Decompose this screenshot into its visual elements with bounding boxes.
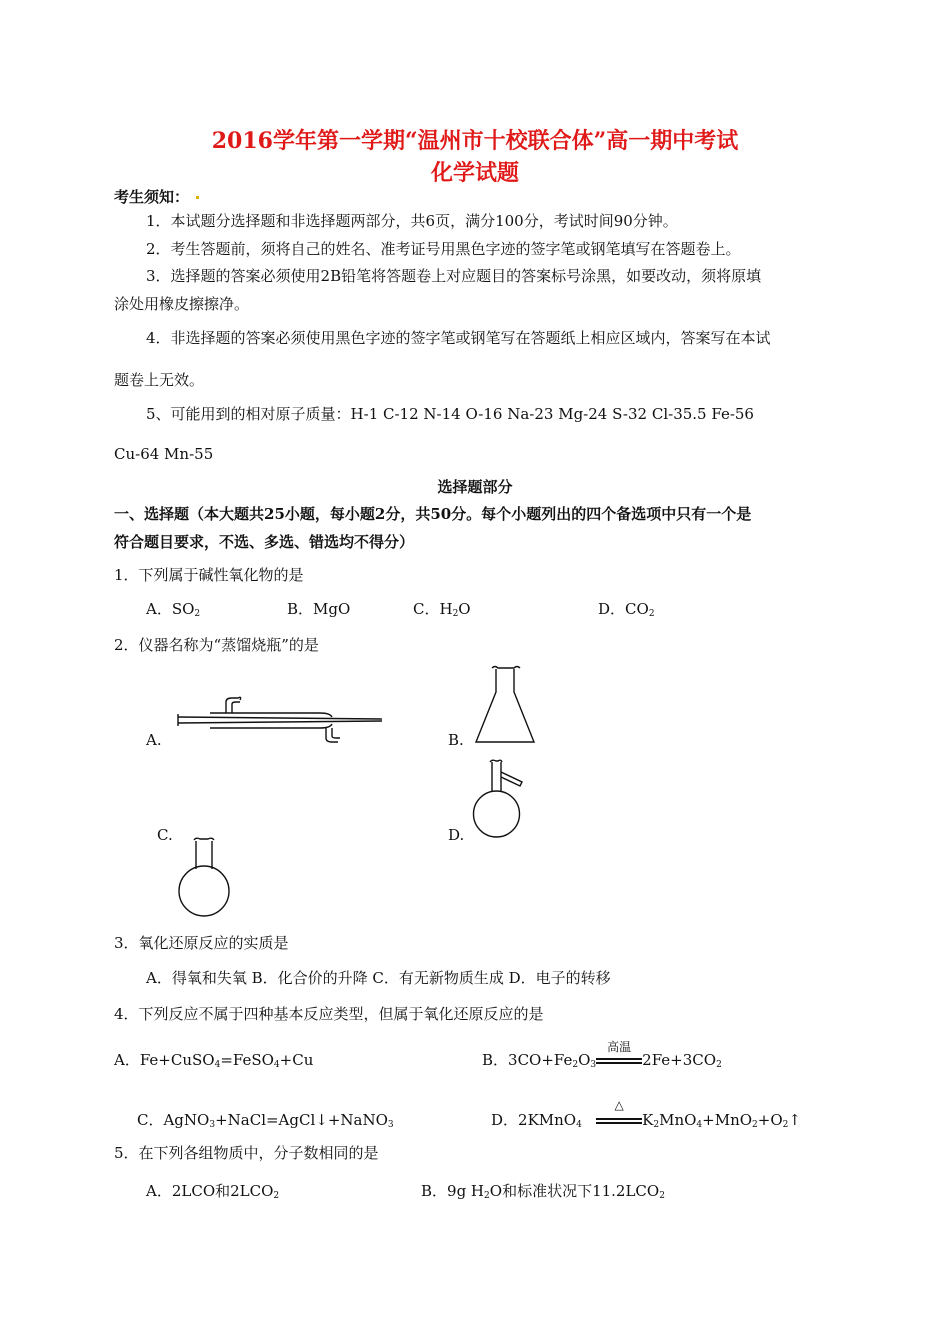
q5-option-a bbox=[146, 1180, 279, 1201]
q1-option-b: B．MgO bbox=[287, 600, 351, 618]
text-q5-b3: O和标准状况下11.2LCO bbox=[489, 1182, 660, 1200]
q2-label-b: B. bbox=[448, 731, 464, 749]
text-q4-a1: A．Fe+CuSO bbox=[114, 1051, 215, 1069]
notice-item-4-cont: 题卷上无效。 bbox=[114, 371, 205, 389]
text-q5-b1: B．9g H bbox=[421, 1182, 485, 1200]
text-q4-d10: 2 bbox=[782, 1120, 789, 1130]
notice-item-1: 1．本试题分选择题和非选择题两部分，共6页，满分100分，考试时间90分钟。 bbox=[146, 212, 678, 230]
section-title: 选择题部分 bbox=[437, 478, 513, 496]
q1-option-d bbox=[598, 598, 655, 619]
round-bottom-flask-image bbox=[172, 835, 236, 919]
text-q4-d6: 4 bbox=[696, 1120, 703, 1130]
text-q1-d_sub: 2 bbox=[648, 609, 655, 619]
text-q4-b4: 3 bbox=[590, 1060, 597, 1070]
question-3-stem: 3．氧化还原反应的实质是 bbox=[114, 934, 289, 952]
text-q4-a3: =FeSO bbox=[220, 1051, 274, 1069]
text-q4-d4: 2 bbox=[653, 1120, 660, 1130]
section-instructions-cont: 符合题目要求，不选、多选、错选均不得分） bbox=[114, 533, 415, 551]
text-q4-d3: K bbox=[642, 1111, 654, 1129]
notice-item-3-cont: 涂处用橡皮擦擦净。 bbox=[114, 295, 250, 313]
notice-item-2: 2．考生答题前，须将自己的姓名、准考证号用黑色字迹的签字笔或钢笔填写在答题卷上。 bbox=[146, 240, 741, 258]
mark-dot bbox=[196, 196, 199, 199]
text-q1-c_sub: 2 bbox=[452, 609, 459, 619]
q4-option-a bbox=[114, 1049, 313, 1070]
notice-item-3: 3．选择题的答案必须使用2B铅笔将答题卷上对应题目的答案标号涂黑，如要改动，须将原填 bbox=[146, 267, 762, 285]
text-q4-d9: +O bbox=[757, 1111, 783, 1129]
text-q1-c_pre: C．H bbox=[413, 600, 453, 618]
text-q4-c3: +NaCl=AgCl↓+NaNO bbox=[215, 1111, 388, 1129]
text-q4-d8: 2 bbox=[752, 1120, 758, 1130]
text-q5-a1: A．2LCO和2LCO bbox=[146, 1182, 274, 1200]
text-q4-d11: ↑ bbox=[788, 1111, 801, 1129]
question-5-stem: 5．在下列各组物质中，分子数相同的是 bbox=[114, 1144, 379, 1162]
q3-options: A．得氧和失氧 B．化合价的升降 C．有无新物质生成 D．电子的转移 bbox=[146, 969, 611, 987]
text-q4-a4: 4 bbox=[273, 1060, 280, 1070]
q2-label-c: C. bbox=[157, 826, 173, 844]
text-q4-a5: +Cu bbox=[279, 1051, 314, 1069]
question-1-stem: 1．下列属于碱性氧化物的是 bbox=[114, 566, 304, 584]
q4-option-c bbox=[137, 1109, 394, 1130]
text-q4-d5: MnO bbox=[659, 1111, 697, 1129]
q5-option-b bbox=[421, 1180, 665, 1201]
text-q1-a_sub: 2 bbox=[194, 609, 201, 619]
text-q4-b2: 2 bbox=[572, 1060, 579, 1070]
q2-label-a: A. bbox=[146, 731, 162, 749]
condenser-image bbox=[170, 692, 390, 748]
notice-item-5-cont: Cu-64 Mn-55 bbox=[114, 445, 214, 463]
text-q4-a2: 4 bbox=[214, 1060, 221, 1070]
text-q4-b6: 2 bbox=[716, 1060, 722, 1070]
text-q4-d1: D．2KMnO bbox=[491, 1111, 577, 1129]
q4-option-d bbox=[491, 1098, 801, 1130]
q1-option-c bbox=[413, 598, 471, 619]
text-q5-b4: 2 bbox=[659, 1191, 665, 1201]
q4-option-b bbox=[482, 1040, 722, 1070]
text-q1-d_pre: D．CO bbox=[598, 600, 649, 618]
text-q1-c_post: O bbox=[458, 600, 471, 618]
question-4-stem: 4．下列反应不属于四种基本反应类型，但属于氧化还原反应的是 bbox=[114, 1005, 544, 1023]
text-q4-d2: 4 bbox=[576, 1120, 582, 1130]
text-q4-b1: B．3CO+Fe bbox=[482, 1051, 573, 1069]
text-q4-b5: 2Fe+3CO bbox=[642, 1051, 717, 1069]
text-q1-a_pre: A．SO bbox=[146, 600, 195, 618]
exam-subject: 化学试题 bbox=[430, 160, 519, 186]
reaction-condition-heat bbox=[596, 1098, 642, 1129]
text-q4-d7: +MnO bbox=[702, 1111, 753, 1129]
text-q4-c4: 3 bbox=[387, 1120, 394, 1130]
reaction-condition-high-temp bbox=[596, 1040, 642, 1069]
exam-title: 2016学年第一学期“温州市十校联合体”高一期中考试 bbox=[211, 128, 739, 154]
text-q4-d_cond: △ bbox=[614, 1098, 624, 1112]
text-q5-a2: 2 bbox=[273, 1191, 280, 1201]
conical-flask-image bbox=[470, 662, 540, 748]
text-q5-b2: 2 bbox=[484, 1191, 490, 1201]
q2-label-d: D. bbox=[448, 826, 465, 844]
text-q4-c1: C．AgNO bbox=[137, 1111, 210, 1129]
notice-item-4: 4．非选择题的答案必须使用黑色字迹的签字笔或钢笔写在答题纸上相应区域内，答案写在本试 bbox=[146, 329, 771, 347]
distillation-flask-image bbox=[470, 758, 540, 842]
text-q4-b_cond: 高温 bbox=[607, 1040, 632, 1054]
question-2-stem: 2．仪器名称为“蒸馏烧瓶”的是 bbox=[114, 636, 319, 654]
text-q4-b3: O bbox=[578, 1051, 591, 1069]
notice-heading: 考生须知： bbox=[114, 188, 190, 206]
q1-option-a bbox=[146, 598, 200, 619]
notice-item-5: 5、可能用到的相对原子质量：H-1 C-12 N-14 O-16 Na-23 Mg-24 S-32 Cl-35.5 Fe-56 bbox=[146, 405, 754, 423]
text-q4-c2: 3 bbox=[209, 1120, 216, 1130]
section-instructions: 一、选择题（本大题共25小题，每小题2分，共50分。每个小题列出的四个备选项中只有一个是 bbox=[114, 505, 752, 523]
